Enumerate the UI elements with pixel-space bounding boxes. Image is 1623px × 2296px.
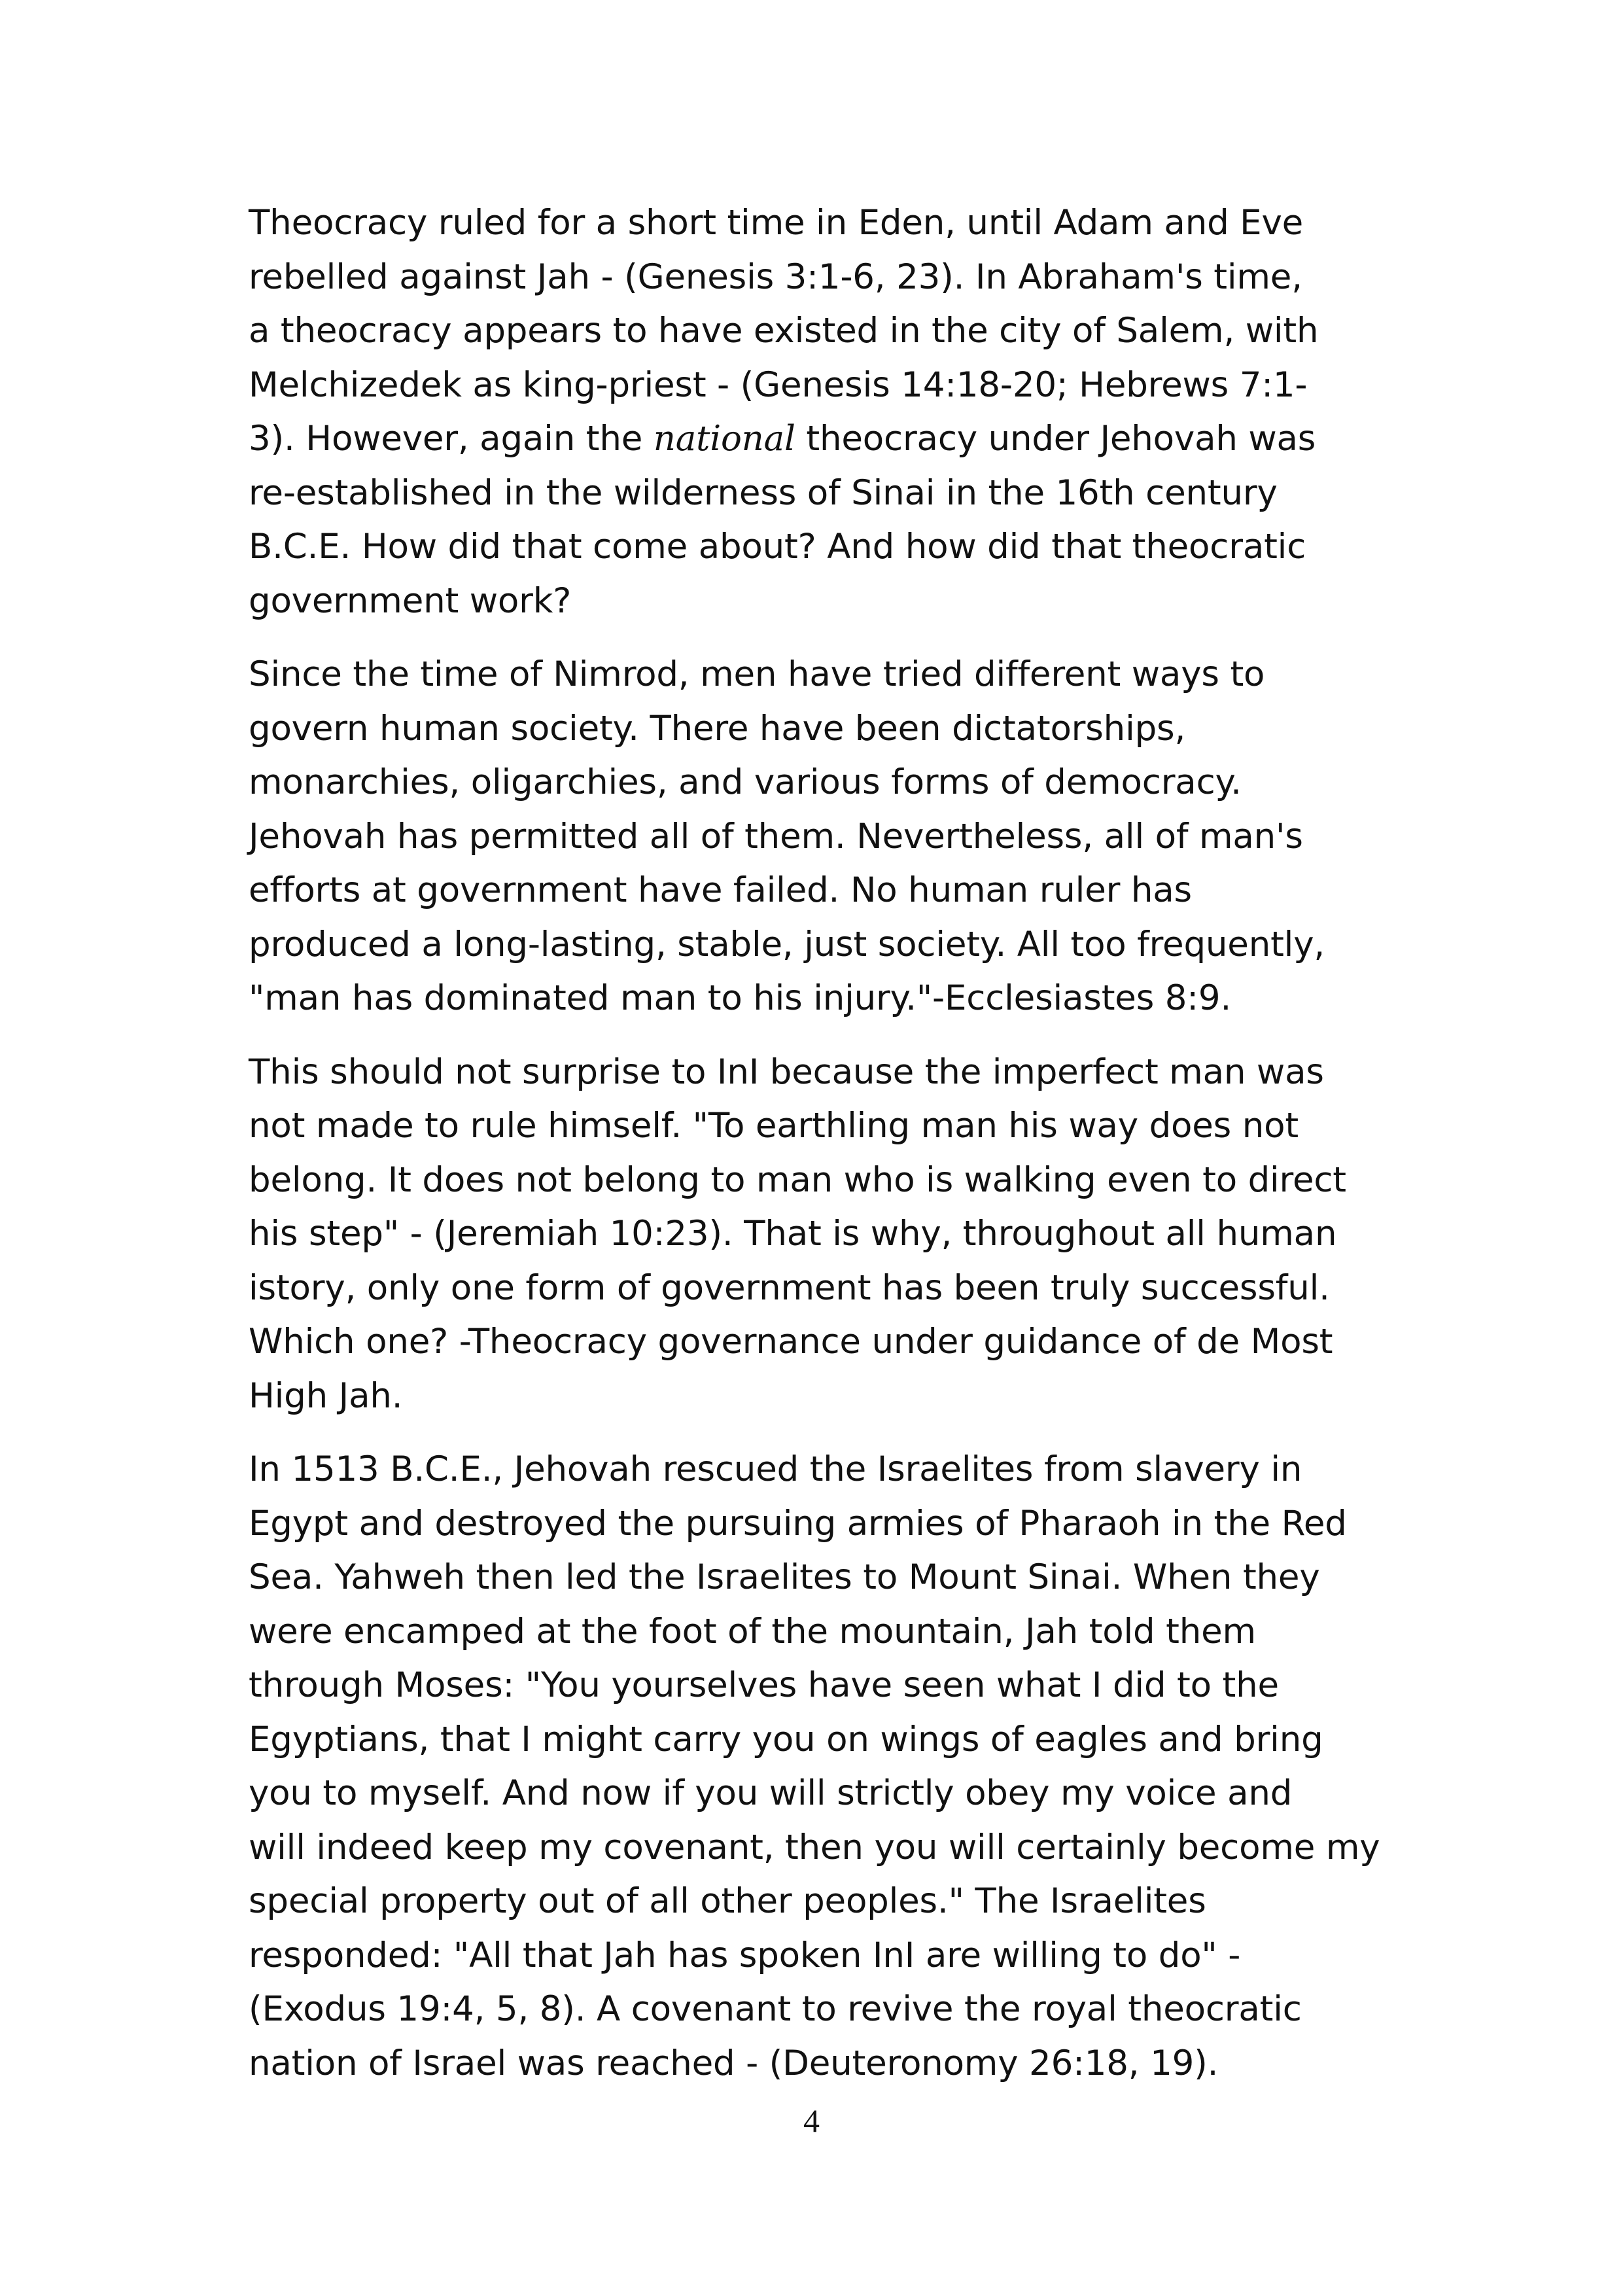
text-line: through Moses: "You yourselves have seen what I did to the bbox=[249, 1665, 1279, 1705]
text-line: Egypt and destroyed the pursuing armies of Pharaoh in the Red bbox=[249, 1503, 1347, 1544]
text-segment: theocracy under Jehovah was bbox=[795, 419, 1316, 459]
paragraph-2 bbox=[249, 648, 1400, 1026]
text-line: High Jah. bbox=[249, 1375, 403, 1416]
text-line: re-established in the wilderness of Sinai in the 16th century bbox=[249, 472, 1278, 513]
text-line: nation of Israel was reached - (Deuteronomy 26:18, 19). bbox=[249, 2043, 1219, 2083]
text-line: responded: "All that Jah has spoken InI are willing to do" - bbox=[249, 1935, 1241, 1975]
text-line: govern human society. There have been dictatorships, bbox=[249, 708, 1186, 749]
text-line: (Exodus 19:4, 5, 8). A covenant to revive the royal theocratic bbox=[249, 1989, 1302, 2029]
text-line: Theocracy ruled for a short time in Eden, until Adam and Eve bbox=[249, 203, 1304, 243]
text-line: produced a long-lasting, stable, just society. All too frequently, bbox=[249, 924, 1325, 964]
text-line: Egyptians, that I might carry you on wings of eagles and bring bbox=[249, 1719, 1323, 1759]
text-line: efforts at government have failed. No human ruler has bbox=[249, 870, 1192, 910]
text-line: Jehovah has permitted all of them. Nevertheless, all of man's bbox=[249, 816, 1303, 857]
paragraph-1 bbox=[249, 196, 1400, 628]
text-line: his step" - (Jeremiah 10:23). That is why, throughout all human bbox=[249, 1214, 1337, 1254]
text-line: Which one? -Theocracy governance under guidance of de Most bbox=[249, 1322, 1333, 1362]
text-line: B.C.E. How did that come about? And how did that theocratic bbox=[249, 527, 1306, 567]
text-line: Since the time of Nimrod, men have tried different ways to bbox=[249, 654, 1265, 694]
text-line: not made to rule himself. "To earthling man his way does not bbox=[249, 1106, 1299, 1146]
emphasized-word: national bbox=[653, 419, 795, 459]
text-line: "man has dominated man to his injury."-Ecclesiastes 8:9. bbox=[249, 978, 1232, 1018]
page-number: 4 bbox=[803, 2102, 820, 2139]
text-line: In 1513 B.C.E., Jehovah rescued the Israelites from slavery in bbox=[249, 1449, 1302, 1489]
paragraph-3 bbox=[249, 1046, 1400, 1424]
text-line: special property out of all other peoples." The Israelites bbox=[249, 1881, 1206, 1921]
body-text bbox=[249, 196, 1400, 2110]
text-line-with-emphasis bbox=[249, 412, 1400, 467]
text-line: Melchizedek as king-priest - (Genesis 14:18-20; Hebrews 7:1- bbox=[249, 364, 1308, 405]
text-line: rebelled against Jah - (Genesis 3:1-6, 23). In Abraham's time, bbox=[249, 256, 1302, 297]
paragraph-4 bbox=[249, 1443, 1400, 2091]
text-line: were encamped at the foot of the mountain, Jah told them bbox=[249, 1611, 1256, 1651]
text-line: a theocracy appears to have existed in the city of Salem, with bbox=[249, 311, 1319, 351]
text-line: This should not surprise to InI because the imperfect man was bbox=[249, 1051, 1324, 1092]
text-line: you to myself. And now if you will strictly obey my voice and bbox=[249, 1773, 1293, 1813]
text-line: government work? bbox=[249, 580, 572, 621]
text-line: monarchies, oligarchies, and various forms of democracy. bbox=[249, 762, 1242, 802]
text-line: istory, only one form of government has been truly successful. bbox=[249, 1267, 1330, 1308]
text-line: belong. It does not belong to man who is walking even to direct bbox=[249, 1159, 1346, 1200]
text-line: will indeed keep my covenant, then you will certainly become my bbox=[249, 1827, 1380, 1867]
text-line: Sea. Yahweh then led the Israelites to Mount Sinai. When they bbox=[249, 1557, 1320, 1597]
text-segment: 3). However, again the bbox=[249, 419, 654, 459]
